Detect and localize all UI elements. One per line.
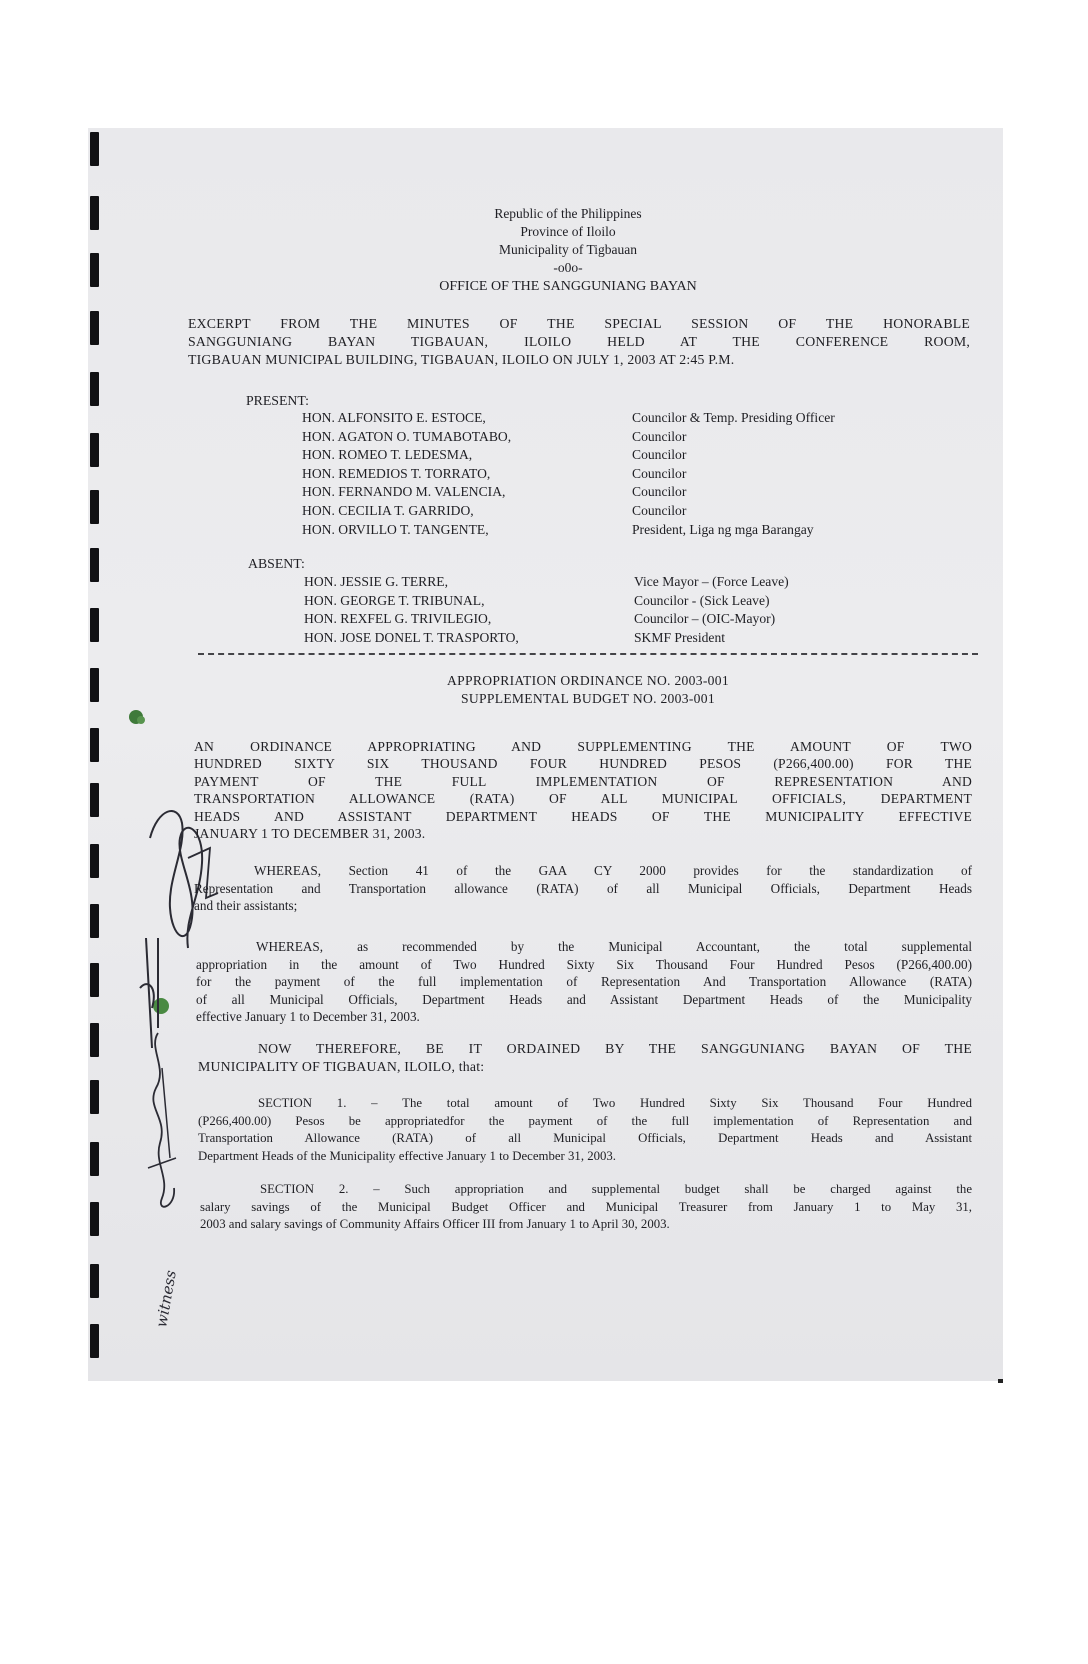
section-line: 2003 and salary savings of Community Affairs Officer III from January 1 to April 30, 2003. bbox=[200, 1217, 670, 1232]
excerpt-heading bbox=[188, 315, 970, 369]
attendee-position: Councilor bbox=[632, 502, 687, 518]
letterhead bbox=[288, 205, 848, 296]
whereas-line: effective January 1 to December 31, 2003. bbox=[196, 1009, 420, 1025]
whereas-line: for the payment of the full implementation of Representation And Transportation Allowance (RATA) bbox=[196, 974, 972, 990]
excerpt-line: EXCERPT FROM THE MINUTES OF THE SPECIAL SESSION OF THE HONORABLE bbox=[188, 316, 970, 331]
attendee-row bbox=[302, 521, 835, 540]
excerpt-line: SANGGUNIANG BAYAN TIGBAUAN, ILOILO HELD AT THE CONFERENCE ROOM, bbox=[188, 334, 970, 349]
ordained-line: MUNICIPALITY OF TIGBAUAN, ILOILO, that: bbox=[198, 1058, 485, 1074]
attendee-position: Councilor bbox=[632, 428, 687, 444]
office-title: OFFICE OF THE SANGGUNIANG BAYAN bbox=[439, 279, 697, 294]
attendee-name: HON. REMEDIOS T. TORRATO, bbox=[302, 465, 491, 481]
title-line: HUNDRED SIXTY SIX THOUSAND FOUR HUNDRED PESOS (P266,400.00) FOR THE bbox=[194, 756, 972, 772]
whereas-line: and their assistants; bbox=[194, 898, 298, 914]
title-line: TRANSPORTATION ALLOWANCE (RATA) OF ALL MUNICIPAL OFFICIALS, DEPARTMENT bbox=[194, 791, 972, 807]
absentee-name: HON. GEORGE T. TRIBUNAL, bbox=[304, 592, 485, 608]
absentee-position: Councilor - (Sick Leave) bbox=[634, 592, 770, 608]
attendee-position: Councilor bbox=[632, 447, 687, 463]
absentee-row bbox=[304, 573, 789, 592]
letterhead-separator: -o0o- bbox=[553, 260, 583, 275]
absentee-row bbox=[304, 592, 789, 611]
handwritten-signature: witness bbox=[152, 1268, 180, 1329]
absentee-position: Vice Mayor – (Force Leave) bbox=[634, 574, 789, 589]
absentee-name: HON. JESSIE G. TERRE, bbox=[304, 574, 449, 589]
attendee-position: Councilor bbox=[632, 465, 687, 481]
section-line: salary savings of the Municipal Budget Officer and Municipal Treasurer from January 1 to May 31, bbox=[200, 1199, 972, 1214]
attendee-row bbox=[302, 409, 835, 428]
title-line: AN ORDINANCE APPROPRIATING AND SUPPLEMENTING THE AMOUNT OF TWO bbox=[194, 739, 972, 754]
attendee-position: President, Liga ng mga Barangay bbox=[632, 521, 814, 537]
title-line: JANUARY 1 TO DECEMBER 31, 2003. bbox=[194, 826, 426, 842]
letterhead-province: Province of Iloilo bbox=[520, 224, 616, 239]
whereas-line: of all Municipal Officials, Department Heads and Assistant Department Heads of the Municipality bbox=[196, 991, 972, 1007]
absent-label: ABSENT: bbox=[248, 556, 305, 571]
section-line: SECTION 1. – The total amount of Two Hundred Sixty Six Thousand Four Hundred bbox=[258, 1096, 972, 1110]
photo-corner-mark bbox=[998, 1379, 1003, 1383]
attendee-name: HON. AGATON O. TUMABOTABO, bbox=[302, 428, 512, 444]
attendee-row bbox=[302, 502, 835, 521]
attendee-name: HON. ROMEO T. LEDESMA, bbox=[302, 447, 473, 463]
supplemental-budget-number: SUPPLEMENTAL BUDGET NO. 2003-001 bbox=[461, 691, 715, 706]
whereas-line: WHEREAS, Section 41 of the GAA CY 2000 provides for the standardization of bbox=[254, 863, 972, 878]
present-list bbox=[302, 409, 835, 539]
present-label: PRESENT: bbox=[246, 393, 309, 408]
attendee-position: Councilor & Temp. Presiding Officer bbox=[632, 410, 835, 425]
ordinance-title bbox=[194, 738, 972, 842]
ordinance-heading bbox=[338, 672, 838, 708]
section-line: Transportation Allowance (RATA) of all Municipal Officials, Department Heads and Assistant bbox=[198, 1131, 972, 1146]
whereas-line: WHEREAS, as recommended by the Municipal Accountant, the total supplemental bbox=[256, 939, 972, 954]
attendee-row bbox=[302, 446, 835, 465]
absentee-position: SKMF President bbox=[634, 629, 726, 645]
ordained-line: NOW THEREFORE, BE IT ORDAINED BY THE SANGGUNIANG BAYAN OF THE bbox=[258, 1041, 972, 1056]
section-line: (P266,400.00) Pesos be appropriatedfor the payment of the full implementation of Representation and bbox=[198, 1113, 972, 1128]
section-line: SECTION 2. – Such appropriation and supplemental budget shall be charged against the bbox=[260, 1182, 972, 1196]
absent-list bbox=[304, 573, 789, 647]
attendee-position: Councilor bbox=[632, 484, 687, 500]
absentee-row bbox=[304, 629, 789, 648]
ordinance-number: APPROPRIATION ORDINANCE NO. 2003-001 bbox=[447, 673, 729, 688]
ordaining-clause bbox=[198, 1040, 972, 1075]
attendee-row bbox=[302, 465, 835, 484]
section-1 bbox=[198, 1095, 972, 1165]
title-line: PAYMENT OF THE FULL IMPLEMENTATION OF REPRESENTATION AND bbox=[194, 773, 972, 789]
page-content bbox=[88, 128, 1003, 1381]
attendee-name: HON. ORVILLO T. TANGENTE, bbox=[302, 521, 489, 537]
section-line: Department Heads of the Municipality effective January 1 to December 31, 2003. bbox=[198, 1148, 617, 1163]
whereas-clause-2 bbox=[196, 938, 972, 1026]
dashed-divider bbox=[198, 653, 978, 655]
letterhead-municipality: Municipality of Tigbauan bbox=[499, 242, 637, 257]
attendee-name: HON. ALFONSITO E. ESTOCE, bbox=[302, 410, 486, 425]
whereas-line: appropriation in the amount of Two Hundred Sixty Six Thousand Four Hundred Pesos (P266,400.00) bbox=[196, 956, 972, 972]
absentee-name: HON. REXFEL G. TRIVILEGIO, bbox=[304, 611, 492, 627]
attendee-name: HON. CECILIA T. GARRIDO, bbox=[302, 502, 474, 518]
attendee-row bbox=[302, 428, 835, 447]
absentee-row bbox=[304, 610, 789, 629]
attendee-name: HON. FERNANDO M. VALENCIA, bbox=[302, 484, 506, 500]
absentee-name: HON. JOSE DONEL T. TRASPORTO, bbox=[304, 629, 519, 645]
excerpt-line: TIGBAUAN MUNICIPAL BUILDING, TIGBAUAN, ILOILO ON JULY 1, 2003 AT 2:45 P.M. bbox=[188, 352, 735, 367]
letterhead-country: Republic of the Philippines bbox=[494, 206, 642, 221]
title-line: HEADS AND ASSISTANT DEPARTMENT HEADS OF THE MUNICIPALITY EFFECTIVE bbox=[194, 808, 972, 824]
whereas-line: Representation and Transportation allowance (RATA) of all Municipal Officials, Department Heads bbox=[194, 880, 972, 896]
section-2 bbox=[200, 1181, 972, 1234]
whereas-clause-1 bbox=[194, 862, 972, 915]
document-photo bbox=[88, 128, 1003, 1381]
attendee-row bbox=[302, 483, 835, 502]
absentee-position: Councilor – (OIC-Mayor) bbox=[634, 611, 776, 627]
